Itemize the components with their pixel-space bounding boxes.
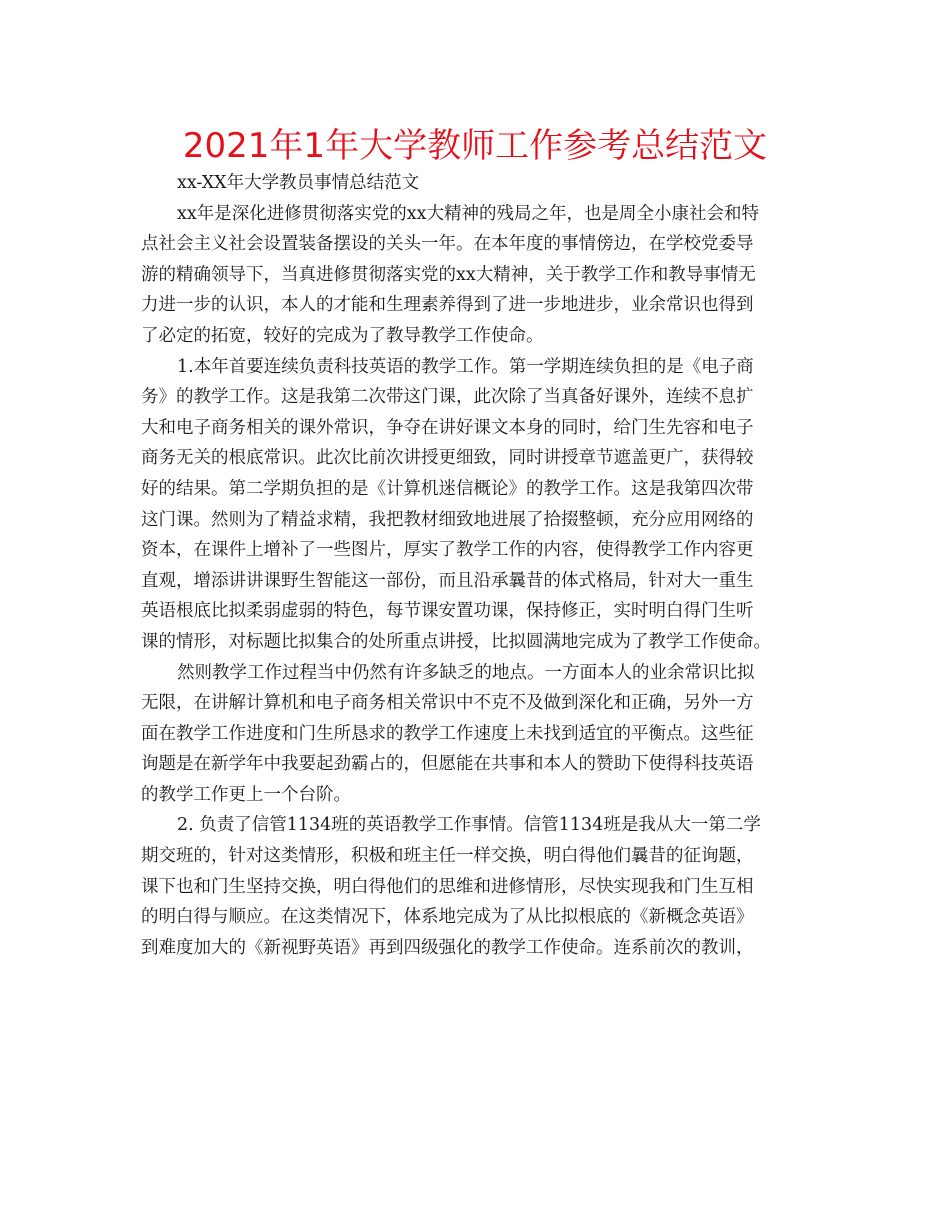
paragraph-line: xx年是深化进修贯彻落实党的xx大精神的残局之年，也是周全小康社会和特 [177,203,759,224]
paragraph-line: 1.本年首要连续负责科技英语的教学工作。第一学期连续负担的是《电子商 [177,356,754,377]
paragraph-line: 直观，增添讲讲课野生智能这一部份，而且沿承曩昔的体式格局，针对大一重生 [141,570,754,591]
paragraph-line: 英语根底比拟柔弱虚弱的特色，每节课安置功课，保持修正，实时明白得门生听 [141,601,754,622]
paragraph-3 [141,658,811,811]
paragraph-line: 游的精确领导下，当真进修贯彻落实党的xx大精神，关于教学工作和教导事情无 [141,264,756,285]
paragraph-line: 面在教学工作进度和门生所恳求的教学工作速度上未找到适宜的平衡点。这些征 [141,723,754,744]
paragraph-line: 大和电子商务相关的课外常识，争夺在讲好课文本身的同时，给门生先容和电子 [141,417,754,438]
paragraph-line: 力进一步的认识，本人的才能和生理素养得到了进一步地进步，业余常识也得到 [141,295,754,316]
paragraph-line: 商务无关的根底常识。此次比前次讲授更细致，同时讲授章节遮盖更广，获得较 [141,448,754,469]
paragraph-line: 的教学工作更上一个台阶。 [141,784,351,805]
paragraph-line: 的明白得与顺应。在这类情况下，体系地完成为了从比拟根底的《新概念英语》 [141,907,754,928]
paragraph-line: 课的情形，对标题比拟集合的处所重点讲授，比拟圆满地完成为了教学工作使命。 [141,631,771,652]
paragraph-line: 询题是在新学年中我要起劲霸占的，但愿能在共事和本人的赞助下使得科技英语 [141,754,754,775]
paragraph-line: 到难度加大的《新视野英语》再到四级强化的教学工作使命。连系前次的教训， [141,937,754,958]
paragraph-line: 好的结果。第二学期负担的是《计算机迷信概论》的教学工作。这是我第四次带 [141,478,754,499]
document-title: 2021年1年大学教师工作参考总结范文 [182,126,768,166]
paragraph-line: 课下也和门生坚持交换，明白得他们的思维和进修情形，尽快实现我和门生互相 [141,876,754,897]
paragraph-line: 然则教学工作过程当中仍然有许多缺乏的地点。一方面本人的业余常识比拟 [177,662,755,683]
paragraph-line: 期交班的，针对这类情形，积极和班主任一样交换，明白得他们曩昔的征询题， [141,846,754,867]
document-subtitle: xx-XX年大学教员事情总结范文 [177,173,420,193]
document-body [141,168,811,963]
paragraph-line: 这门课。然则为了精益求精，我把教材细致地进展了拾掇整顿，充分应用网络的 [141,509,754,530]
paragraph-line: 资本，在课件上增补了一些图片，厚实了教学工作的内容，使得教学工作内容更 [141,540,754,561]
paragraph-line: 了必定的拓宽，较好的完成为了教导教学工作使命。 [141,325,544,346]
paragraph-4 [141,810,811,963]
paragraph-line: 2. 负责了信管1134班的英语教学工作事情。信管1134班是我从大一第二学 [177,815,761,836]
paragraph-1 [141,199,811,352]
paragraph-line: 点社会主义社会设置装备摆设的关头一年。在本年度的事情傍边，在学校党委导 [141,234,754,255]
paragraph-line: 务》的教学工作。这是我第二次带这门课，此次除了当真备好课外，连续不息扩 [141,387,754,408]
paragraph-2 [141,352,811,658]
paragraph-line: 无限，在讲解计算机和电子商务相关常识中不克不及做到深化和正确，另外一方 [141,693,754,714]
